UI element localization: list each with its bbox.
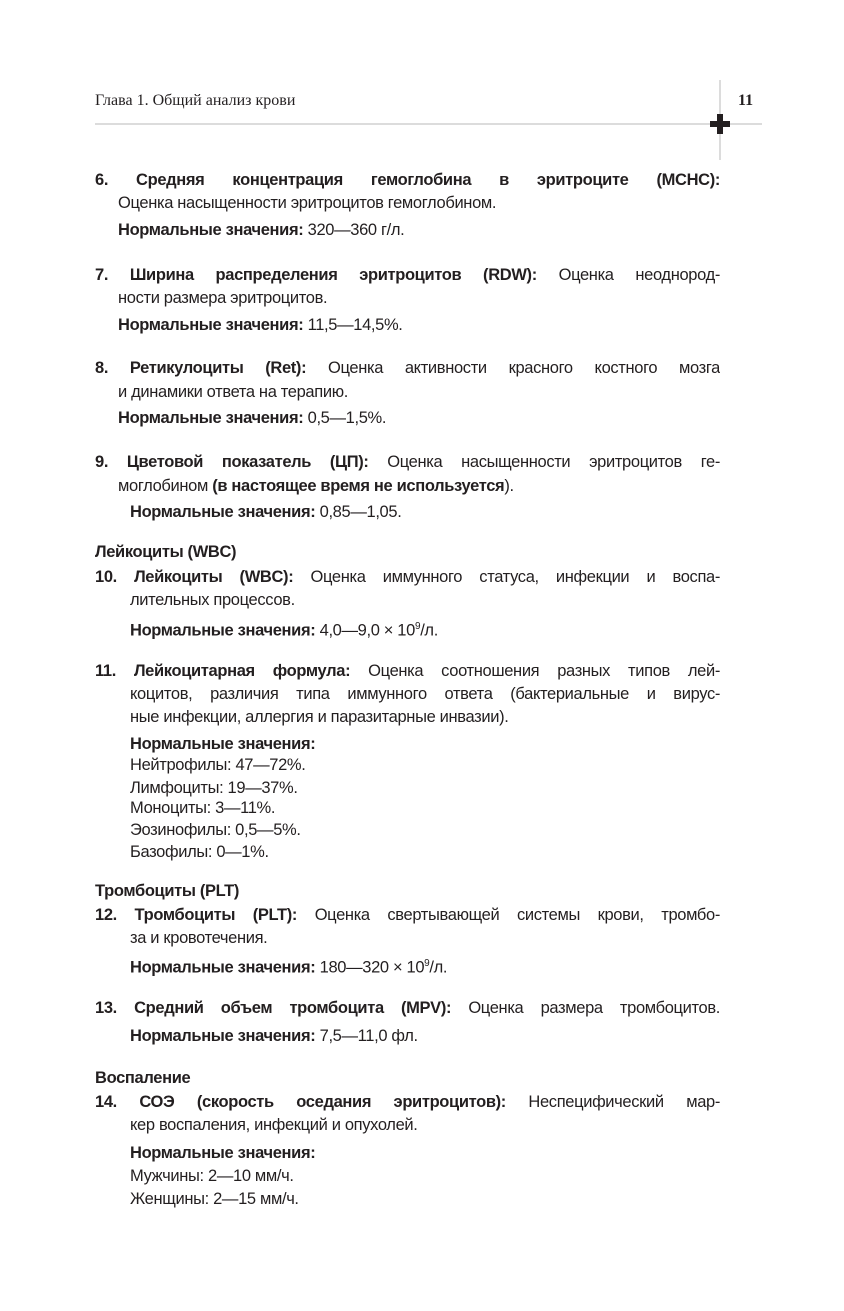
- item-13-normal: Нормальные значения: 7,5—11,0 фл.: [130, 1027, 418, 1045]
- item-7-line-1: 7. Ширина распределения эритроцитов (RDW): Оценка неоднород-: [95, 266, 720, 284]
- item-12-line-2: за и кровотечения.: [130, 929, 268, 947]
- item-14-value: Мужчины: 2—10 мм/ч.: [130, 1167, 294, 1185]
- section-heading-inflammation: Воспаление: [95, 1069, 191, 1087]
- item-9-line-1: 9. Цветовой показатель (ЦП): Оценка насыщенности эритроцитов ге-: [95, 453, 720, 471]
- item-6-normal: Нормальные значения: 320—360 г/л.: [118, 221, 405, 239]
- section-heading-plt: Тромбоциты (PLT): [95, 882, 240, 900]
- item-14-line-1: 14. СОЭ (скорость оседания эритроцитов): Неспецифический мар-: [95, 1093, 720, 1111]
- item-7-normal: Нормальные значения: 11,5—14,5%.: [118, 316, 403, 334]
- item-11-normal-label: Нормальные значения:: [130, 735, 316, 753]
- item-11-value: Нейтрофилы: 47—72%.: [130, 756, 306, 774]
- item-11-value: Базофилы: 0—1%.: [130, 843, 269, 861]
- item-10-normal: Нормальные значения: 4,0—9,0 × $10^9/л$.: [130, 621, 438, 640]
- item-14-normal-label: Нормальные значения:: [130, 1144, 316, 1162]
- item-11-value: Моноциты: 3—11%.: [130, 799, 276, 817]
- item-14-line-2: кер воспаления, инфекций и опухолей.: [130, 1116, 418, 1134]
- item-14-value: Женщины: 2—15 мм/ч.: [130, 1190, 299, 1208]
- page-number: 11: [738, 92, 754, 109]
- header-rule: [95, 123, 762, 125]
- running-header: Глава 1. Общий анализ крови: [95, 92, 296, 109]
- item-11-line-1: 11. Лейкоцитарная формула: Оценка соотношения разных типов лей-: [95, 662, 720, 680]
- item-13-line-1: 13. Средний объем тромбоцита (MPV): Оценка размера тромбоцитов.: [95, 999, 720, 1017]
- item-8-line-1: 8. Ретикулоциты (Ret): Оценка активности красного костного мозга: [95, 359, 720, 377]
- item-12-normal: Нормальные значения: 180—320 × $10^9/л$.: [130, 958, 448, 977]
- item-6-line-1: 6. Средняя концентрация гемоглобина в эритроците (MCHC):: [95, 171, 720, 189]
- item-12-line-1: 12. Тромбоциты (PLT): Оценка свертывающей системы крови, тромбо-: [95, 906, 720, 924]
- item-8-line-2: и динамики ответа на терапию.: [118, 383, 348, 401]
- item-9-normal: Нормальные значения: 0,85—1,05.: [130, 503, 402, 521]
- section-heading-wbc: Лейкоциты (WBC): [95, 543, 237, 561]
- item-11-value: Эозинофилы: 0,5—5%.: [130, 821, 301, 839]
- crosshair-mark-icon-vertical: [717, 114, 723, 134]
- item-10-line-2: лительных процессов.: [130, 591, 295, 609]
- item-11-line-3: ные инфекции, аллергия и паразитарные инвазии).: [130, 708, 509, 726]
- item-9-line-2: моглобином (в настоящее время не используется).: [118, 477, 514, 495]
- item-8-normal: Нормальные значения: 0,5—1,5%.: [118, 409, 387, 427]
- item-6-line-2: Оценка насыщенности эритроцитов гемоглобином.: [118, 194, 497, 212]
- item-11-line-2: коцитов, различия типа иммунного ответа (бактериальные и вирус-: [130, 685, 720, 703]
- item-7-line-2: ности размера эритроцитов.: [118, 289, 328, 307]
- item-11-value: Лимфоциты: 19—37%.: [130, 779, 298, 797]
- item-10-line-1: 10. Лейкоциты (WBC): Оценка иммунного статуса, инфекции и воспа-: [95, 568, 720, 586]
